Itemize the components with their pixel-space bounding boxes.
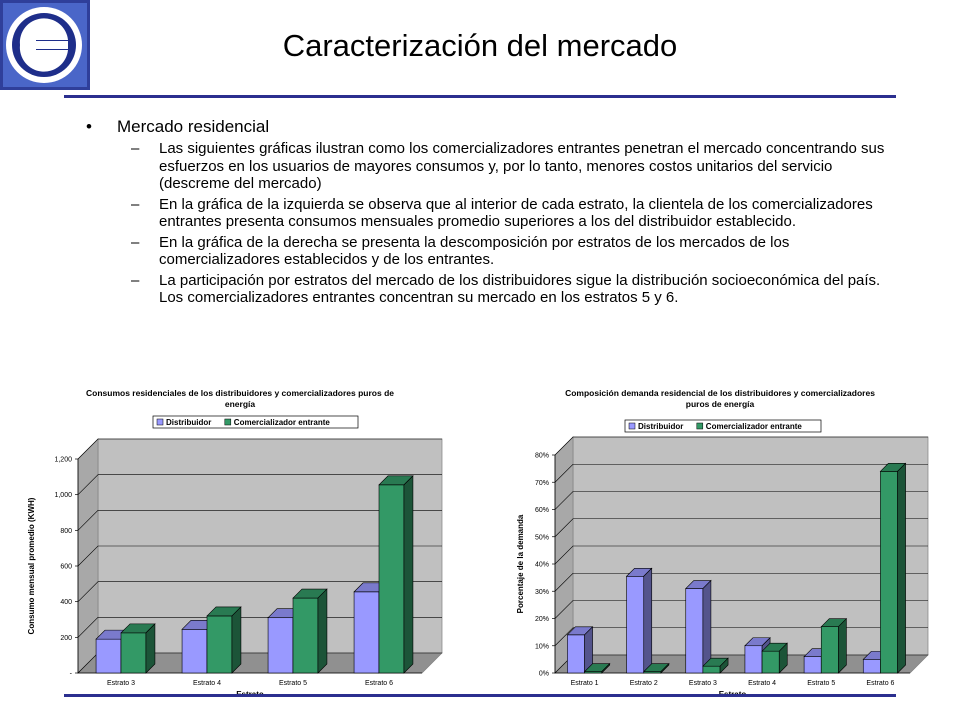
legend-swatch [157,419,163,425]
bar-front [354,592,379,673]
sub-bullet [86,196,886,231]
y-tick-label: 60% [534,507,549,514]
title-divider [64,95,896,98]
bar-side [404,476,413,673]
dash-icon: – [131,195,140,213]
page-title: Caracterización del mercado [282,28,678,63]
legend-label: Comercializador entrante [233,418,330,427]
bullet-dot-icon: • [86,117,92,136]
bar-front [863,659,880,673]
bar [880,463,905,673]
chart-title-line: puros de energía [685,399,755,409]
bar [379,476,413,673]
sub-bullet-text: La participación por estratos del mercado de los distribuidores sigue la distribución socioeconómica del país. Los comercializadores entrantes concentran su mercado en los estratos 5 y 6. [159,271,881,306]
x-tick-label: Estrato 3 [106,680,136,687]
y-axis-title: Porcentaje de la demanda [516,514,525,614]
chart-title [565,388,875,409]
bar-front [379,485,404,673]
y-tick-label: 400 [60,599,72,607]
y-tick-label: 10% [534,643,549,651]
bar [121,624,155,673]
y-tick-label: 70% [534,479,549,487]
chart-title-line: Consumos residenciales de los distribuidores y comercializadores puros de [86,388,394,398]
bar-front [762,651,779,673]
x-tick-label: Estrato 4 [192,680,222,687]
y-tick-label: 20% [534,616,549,623]
x-tick-label: Estrato 6 [866,680,895,687]
bar [686,581,711,673]
y-tick-label: 0% [538,670,549,678]
chart-composicion [505,384,935,694]
bar [567,627,592,673]
legend-swatch [629,423,635,429]
bar-side [838,619,846,673]
chart-svg [505,384,935,694]
bar-front [293,598,318,673]
x-tick-label: Estrato 2 [629,680,658,687]
bar-side [898,463,906,673]
legend-label: Distribuidor [166,418,212,427]
bar [207,607,241,673]
chart-legend [625,420,821,432]
chart-consumos [20,384,460,694]
bullet-main-text: Mercado residencial [117,117,270,136]
x-tick-label: Estrato 3 [688,680,717,687]
x-tick-label: Estrato 5 [807,680,836,687]
bar-front [268,618,293,673]
bar-front [627,576,644,673]
legend-swatch [225,419,231,425]
dash-icon: – [131,140,140,157]
y-tick-label: 1,200 [54,456,72,464]
legend-swatch [697,423,703,429]
y-tick-label: 200 [60,634,72,642]
sub-bullet-text: En la gráfica de la derecha se presenta la descomposición por estratos de los mercados de los comercializadores establecidos y de los entrantes. [159,233,790,268]
x-tick-label: Estrato 1 [570,680,599,687]
bar-side [232,607,241,673]
bar-front [821,627,838,673]
sub-bullet [86,234,886,269]
bar-side [318,589,327,673]
footer-divider [64,694,896,697]
y-tick-label: 30% [534,588,549,596]
y-tick-label: 50% [534,534,549,542]
bar-side [644,568,652,673]
sub-bullet [86,272,886,307]
bar-front [804,657,821,673]
bar-front [880,471,897,673]
bullet-list [86,116,886,310]
bar [821,619,846,673]
y-tick-label: - [69,670,72,678]
bar [762,643,787,673]
x-tick-label: Estrato 6 [364,680,394,687]
chart-legend [153,416,358,428]
bar-front [121,633,146,673]
bullet-main [86,116,886,137]
legend-label: Comercializador entrante [705,422,802,431]
y-tick-label: 80% [534,452,549,460]
bar [293,589,327,673]
sub-bullet-text: Las siguientes gráficas ilustran como los comercializadores entrantes penetran el mercado concentrando sus esfuerzos en los usuarios de mayores consumos y, por lo tanto, menores costos unitarios del servicio (descreme del mercado) [159,140,885,192]
sub-bullet-text: En la gráfica de la izquierda se observa que al interior de cada estrato, la clientela de los comercializadores entrantes presenta consumos mensuales promedio superiores a los del distribuidor establecido. [159,195,873,230]
bar [627,568,652,673]
y-tick-label: 600 [60,563,72,571]
y-tick-label: 40% [534,561,549,569]
y-tick-label: 800 [60,527,72,535]
bar-front [703,666,720,673]
chart-title-line: Composición demanda residencial de los distribuidores y comercializadores [565,388,875,398]
y-tick-label: 1,000 [54,492,72,500]
bar-front [567,635,584,673]
bar-side [146,624,155,673]
bar-front [182,629,207,673]
dash-icon: – [131,233,140,251]
legend-label: Distribuidor [638,422,684,431]
chart-svg [20,384,460,694]
bar-front [745,646,762,673]
chart-title [86,388,394,409]
y-axis-title: Consumo mensual promedio (KWH) [27,497,36,635]
dash-icon: – [131,271,140,289]
sub-bullet [86,140,886,193]
x-tick-label: Estrato 5 [278,680,308,687]
chart-title-line: energía [224,399,256,409]
bar-front [207,616,232,673]
bar-front [96,639,121,673]
x-tick-label: Estrato 4 [748,680,777,687]
bar-front [686,589,703,673]
